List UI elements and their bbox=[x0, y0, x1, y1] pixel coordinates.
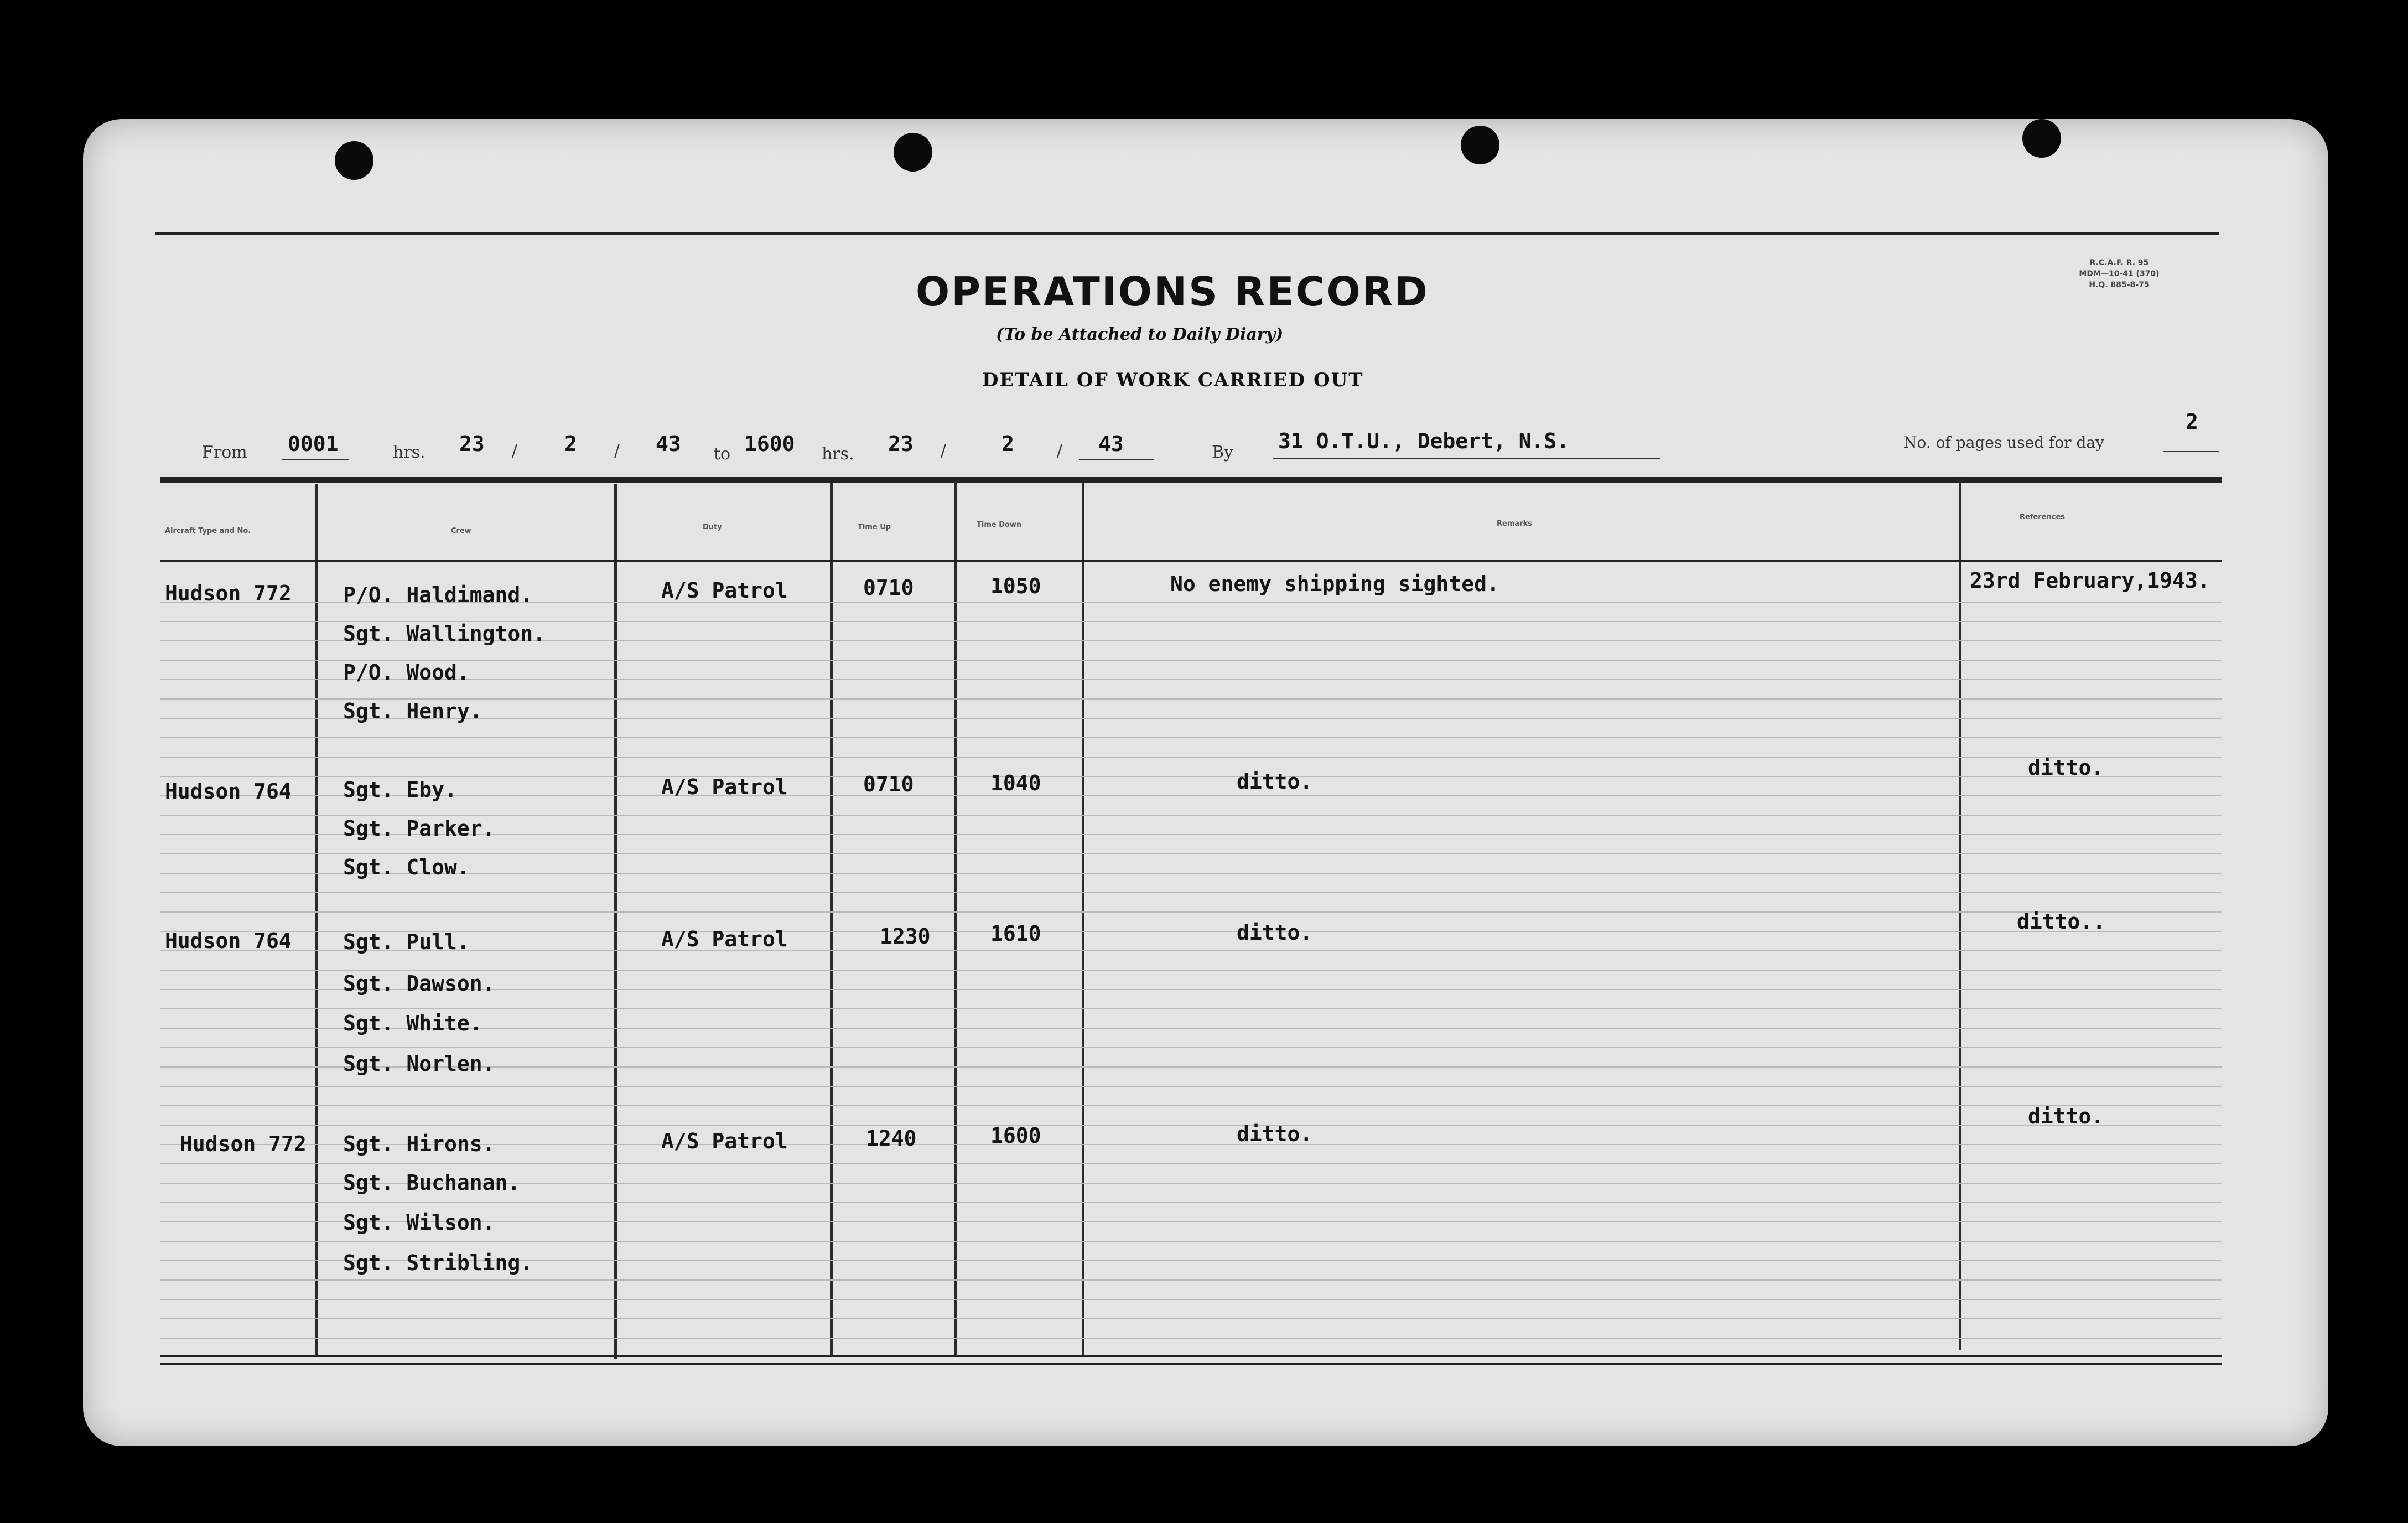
from-year: 43 bbox=[656, 432, 681, 456]
entry-3-time-up: 1230 bbox=[880, 924, 931, 949]
entry-4-reference: ditto. bbox=[2028, 1104, 2104, 1128]
entry-3-time-down: 1610 bbox=[990, 921, 1041, 946]
entry-4-time-down: 1600 bbox=[990, 1123, 1041, 1148]
operations-record-card bbox=[83, 119, 2328, 1446]
col-references: References bbox=[2020, 513, 2066, 521]
col-aircraft: Aircraft Type and No. bbox=[165, 527, 251, 535]
entry-3-remarks: ditto. bbox=[1237, 920, 1313, 945]
entry-1-duty: A/S Patrol bbox=[661, 578, 788, 603]
date-slash-4: / bbox=[1057, 441, 1063, 460]
ruled-line bbox=[160, 1241, 2222, 1242]
entry-2-time-up: 0710 bbox=[863, 772, 914, 796]
ruled-line bbox=[160, 970, 2222, 971]
entry-4-crew-1: Sgt. Hirons. bbox=[343, 1132, 495, 1156]
entry-3-duty: A/S Patrol bbox=[661, 927, 788, 951]
date-slash-3: / bbox=[941, 441, 947, 460]
to-day: 23 bbox=[888, 432, 914, 456]
ruled-line bbox=[160, 1299, 2222, 1300]
ruled-line bbox=[160, 1338, 2222, 1339]
to-label: to bbox=[714, 444, 731, 464]
ruled-line bbox=[160, 1163, 2222, 1164]
form-subtitle: (To be Attached to Daily Diary) bbox=[996, 325, 1284, 344]
entry-2-aircraft: Hudson 764 bbox=[165, 779, 292, 804]
entry-2-time-down: 1040 bbox=[990, 771, 1041, 795]
to-month: 2 bbox=[1001, 432, 1014, 456]
from-month: 2 bbox=[564, 432, 577, 456]
ruled-line bbox=[160, 853, 2222, 854]
entry-1-remarks: No enemy shipping sighted. bbox=[1170, 572, 1499, 596]
pages-label: No. of pages used for day bbox=[1903, 433, 2104, 452]
entry-4-time-up: 1240 bbox=[866, 1126, 917, 1151]
table-bottom-rule-1 bbox=[160, 1355, 2222, 1357]
ruled-line bbox=[160, 815, 2222, 816]
entry-3-crew-4: Sgt. Norlen. bbox=[343, 1051, 495, 1076]
entry-4-crew-4: Sgt. Stribling. bbox=[343, 1251, 533, 1275]
ruled-line bbox=[160, 757, 2222, 758]
binder-hole-2 bbox=[894, 133, 932, 172]
by-unit: 31 O.T.U., Debert, N.S. bbox=[1278, 429, 1570, 453]
date-slash-2: / bbox=[614, 441, 620, 460]
top-rule bbox=[155, 232, 2219, 235]
ruled-line bbox=[160, 1047, 2222, 1048]
col-line-1 bbox=[315, 484, 318, 1355]
binder-hole-3 bbox=[1461, 126, 1499, 164]
entry-3-crew-3: Sgt. White. bbox=[343, 1011, 482, 1035]
col-time-down: Time Down bbox=[977, 521, 1022, 529]
entry-2-duty: A/S Patrol bbox=[661, 775, 788, 799]
pages-used: 2 bbox=[2186, 410, 2198, 434]
entry-1-time-down: 1050 bbox=[990, 574, 1041, 598]
entry-4-crew-2: Sgt. Buchanan. bbox=[343, 1170, 521, 1195]
form-code-line-2: MDM—10-41 (370) bbox=[2079, 270, 2160, 278]
entry-2-reference: ditto. bbox=[2028, 755, 2104, 780]
hrs-label-2: hrs. bbox=[822, 444, 854, 464]
col-remarks: Remarks bbox=[1497, 520, 1532, 528]
hrs-label-1: hrs. bbox=[393, 443, 425, 462]
ruled-line bbox=[160, 1105, 2222, 1106]
by-label: By bbox=[1212, 443, 1233, 462]
ruled-line bbox=[160, 1086, 2222, 1087]
from-label: From bbox=[202, 443, 247, 462]
from-day: 23 bbox=[459, 432, 485, 456]
entry-4-duty: A/S Patrol bbox=[661, 1129, 788, 1153]
col-line-3 bbox=[830, 483, 833, 1356]
col-line-2 bbox=[614, 484, 617, 1359]
ruled-line bbox=[160, 795, 2222, 796]
col-time-up: Time Up bbox=[858, 523, 891, 531]
entry-3-crew-1: Sgt. Pull. bbox=[343, 930, 470, 954]
to-year-underline bbox=[1079, 459, 1154, 460]
entry-2-remarks: ditto. bbox=[1237, 769, 1313, 794]
entry-1-crew-3: P/O. Wood. bbox=[343, 660, 470, 685]
col-line-5 bbox=[1082, 481, 1084, 1355]
entry-4-remarks: ditto. bbox=[1237, 1122, 1313, 1146]
from-time-underline bbox=[282, 459, 349, 460]
col-crew: Crew bbox=[451, 527, 471, 535]
entry-2-crew-3: Sgt. Clow. bbox=[343, 855, 470, 879]
table-bottom-rule-2 bbox=[160, 1363, 2222, 1365]
entry-3-aircraft: Hudson 764 bbox=[165, 929, 292, 953]
ruled-line bbox=[160, 1318, 2222, 1319]
ruled-line bbox=[160, 1125, 2222, 1126]
ruled-line bbox=[160, 1202, 2222, 1203]
entry-1-aircraft: Hudson 772 bbox=[165, 581, 292, 605]
date-slash-1: / bbox=[512, 441, 518, 460]
col-line-4 bbox=[954, 481, 957, 1355]
ruled-line bbox=[160, 1279, 2222, 1281]
entry-2-crew-2: Sgt. Parker. bbox=[343, 816, 495, 841]
form-code bbox=[2069, 257, 2169, 291]
form-code-line-3: H.Q. 885-8-75 bbox=[2089, 281, 2150, 289]
from-time: 0001 bbox=[288, 432, 339, 456]
entry-1-crew-1: P/O. Haldimand. bbox=[343, 583, 533, 607]
to-year: 43 bbox=[1098, 432, 1124, 456]
col-duty: Duty bbox=[703, 523, 722, 531]
entry-1-reference: 23rd February,1943. bbox=[1970, 568, 2210, 593]
ruled-line bbox=[160, 776, 2222, 777]
col-line-6 bbox=[1959, 479, 1961, 1350]
ruled-line bbox=[160, 1008, 2222, 1009]
entry-1-time-up: 0710 bbox=[863, 576, 914, 600]
to-time: 1600 bbox=[744, 432, 795, 456]
entry-3-reference: ditto.. bbox=[2017, 909, 2106, 934]
header-bottom-rule bbox=[160, 560, 2222, 562]
detail-heading: DETAIL OF WORK CARRIED OUT bbox=[982, 369, 1364, 391]
binder-hole-4 bbox=[2022, 119, 2061, 158]
ruled-line bbox=[160, 737, 2222, 738]
entry-3-crew-2: Sgt. Dawson. bbox=[343, 971, 495, 996]
pages-underline bbox=[2163, 451, 2219, 452]
by-unit-underline bbox=[1273, 458, 1660, 459]
entry-4-crew-3: Sgt. Wilson. bbox=[343, 1210, 495, 1235]
entry-1-crew-2: Sgt. Wallington. bbox=[343, 621, 546, 646]
form-title: OPERATIONS RECORD bbox=[916, 268, 1429, 315]
entry-4-aircraft: Hudson 772 bbox=[180, 1132, 307, 1156]
table-top-rule bbox=[160, 477, 2222, 483]
entry-1-crew-4: Sgt. Henry. bbox=[343, 699, 482, 723]
binder-hole-1 bbox=[335, 141, 373, 180]
ruled-line bbox=[160, 911, 2222, 913]
entry-2-crew-1: Sgt. Eby. bbox=[343, 778, 457, 802]
form-code-line-1: R.C.A.F. R. 95 bbox=[2089, 258, 2149, 267]
ruled-line bbox=[160, 892, 2222, 893]
